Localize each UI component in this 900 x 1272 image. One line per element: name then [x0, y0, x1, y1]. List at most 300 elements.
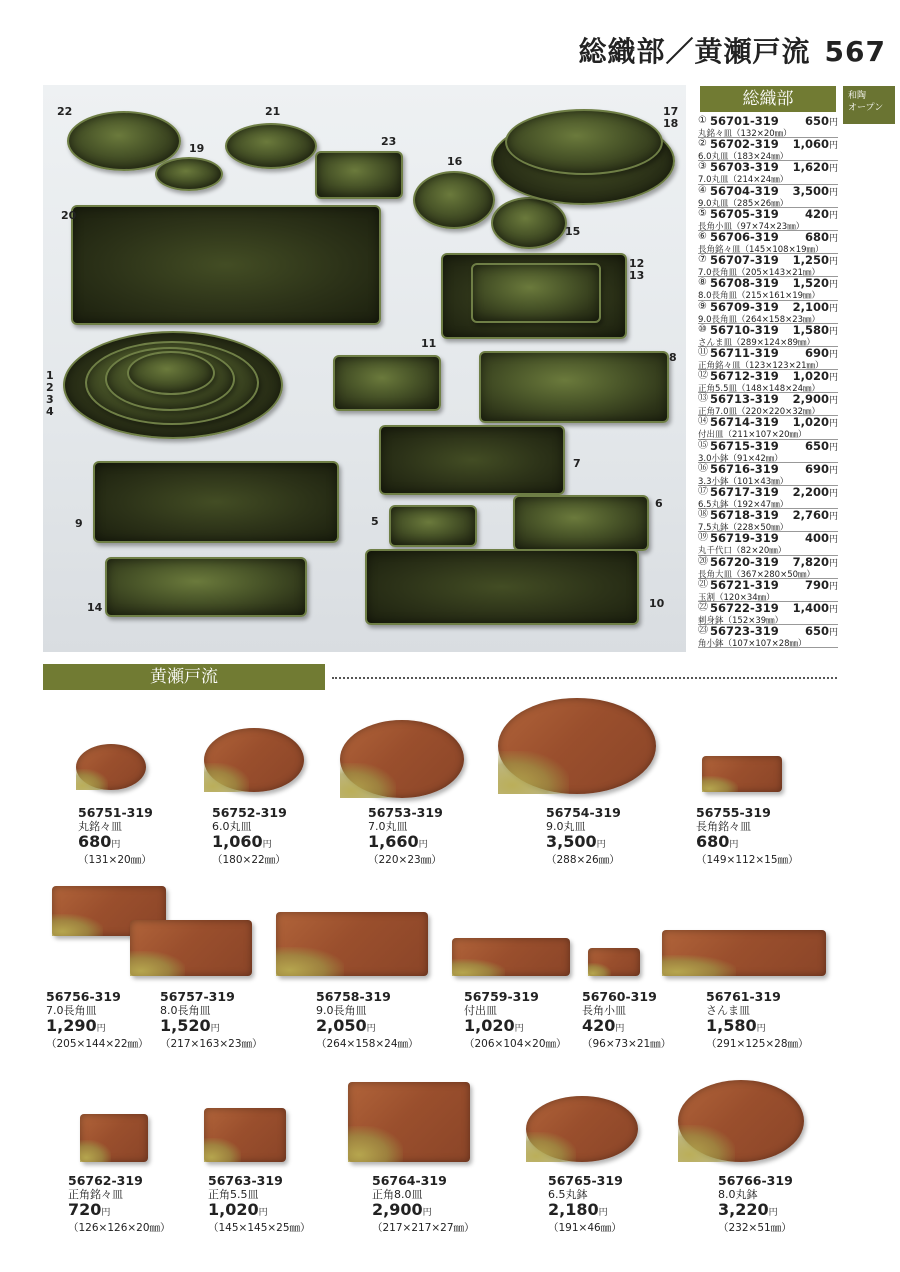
item-name: 丸銘々皿 [78, 820, 122, 833]
item-name: 長角銘々皿 [698, 244, 741, 255]
item-code: 56752-319 [212, 805, 287, 820]
item-number-mark: ⑫ [698, 370, 708, 382]
photo-number: 22 [57, 105, 73, 118]
item-name: 6.5丸鉢 [698, 500, 729, 510]
item-price-value: 2,050 [316, 1016, 367, 1035]
item-price-value: 1,520 [160, 1016, 211, 1035]
item-price [793, 370, 838, 384]
photo-number: 2 [46, 381, 54, 394]
item-name: 7.5丸鉢 [698, 523, 729, 534]
item-code: 56712-319 [710, 369, 779, 384]
dish-16 [413, 171, 495, 229]
item-size: （82×20㎜） [732, 546, 787, 557]
item-code: 56753-319 [368, 805, 443, 820]
item-name: 正角5.5皿 [208, 1188, 259, 1201]
item-size: （180×22㎜） [212, 854, 286, 866]
item-price-value: 1,620 [792, 160, 829, 175]
item-size: （97×74×23㎜） [732, 221, 805, 232]
item-name: さんま皿 [698, 337, 733, 348]
item-price-value: 1,290 [46, 1016, 97, 1035]
price-list-row [698, 556, 838, 579]
yen-unit: 円 [828, 604, 838, 615]
item-number-mark: ⑯ [698, 462, 708, 474]
item-size: （217×163×23㎜） [160, 1038, 263, 1050]
item-code: 56713-319 [710, 392, 779, 407]
item-price [805, 231, 838, 245]
price-list-row [698, 440, 838, 463]
price-list-row [698, 185, 838, 208]
item-price-value: 790 [804, 577, 829, 592]
item-price-value: 720 [68, 1200, 102, 1219]
yen-unit: 円 [828, 326, 838, 337]
item-size: （232×51㎜） [718, 1222, 792, 1234]
item-code: 56718-319 [710, 508, 779, 523]
item-code: 56766-319 [718, 1173, 793, 1188]
yen-unit: 円 [828, 210, 838, 221]
kizeto-dish-56757 [130, 920, 252, 976]
dish-20 [71, 205, 381, 325]
item-code: 56761-319 [706, 989, 781, 1004]
item-number-mark: ⑲ [698, 532, 708, 544]
item-price-value: 1,580 [792, 322, 829, 337]
item-number-mark: ⑮ [698, 439, 708, 451]
yen-unit: 円 [828, 558, 838, 569]
item-price [212, 833, 352, 854]
item-price [582, 1017, 722, 1038]
item-price [372, 1201, 512, 1222]
item-price-value: 3,220 [718, 1200, 769, 1219]
item-name: 9.0長角皿 [316, 1004, 367, 1017]
item-size: （145×108×19㎜） [740, 244, 824, 255]
kizeto-dish-56754 [498, 698, 656, 794]
yen-unit: 円 [828, 581, 838, 592]
item-price [78, 833, 218, 854]
price-list-row [698, 347, 838, 370]
item-number-mark: ⑥ [698, 230, 707, 242]
item-name: さんま皿 [706, 1004, 750, 1017]
kizeto-dish-56758 [276, 912, 428, 976]
item-price-value: 650 [804, 624, 829, 639]
item-price-value: 400 [804, 531, 829, 546]
dish-14 [105, 557, 307, 617]
price-list-row [698, 138, 838, 161]
item-size: （215×161×19㎜） [737, 291, 821, 302]
yen-unit: 円 [768, 1208, 778, 1218]
item-price-value: 1,020 [792, 369, 829, 384]
price-list-row [698, 416, 838, 439]
item-name: 長角小皿 [698, 221, 733, 232]
price-list-row [698, 602, 838, 625]
item-number-mark: ⑬ [698, 393, 708, 405]
photo-number: 5 [371, 515, 379, 528]
kizeto-item [208, 1174, 348, 1235]
photo-number: 23 [381, 135, 397, 148]
item-size: （191×46㎜） [548, 1222, 622, 1234]
yen-unit: 円 [615, 1024, 625, 1034]
item-price [160, 1017, 300, 1038]
kizeto-dish-56764 [348, 1082, 470, 1162]
item-price-value: 7,820 [792, 554, 829, 569]
item-size: （220×23㎜） [368, 854, 442, 866]
item-price [793, 509, 838, 523]
item-price-value: 1,020 [792, 415, 829, 430]
item-name: 長角小皿 [582, 1004, 626, 1017]
item-price [546, 833, 686, 854]
item-code: 56755-319 [696, 805, 771, 820]
item-number-mark: ① [698, 115, 707, 126]
photo-number: 13 [629, 269, 645, 282]
dish-7 [379, 425, 565, 495]
photo-number: 8 [669, 351, 677, 364]
kizeto-item [316, 990, 456, 1051]
item-size: （96×73×21㎜） [582, 1038, 672, 1050]
item-size: （289×124×89㎜） [732, 337, 816, 348]
item-price [805, 532, 838, 546]
item-size: （217×217×27㎜） [372, 1222, 475, 1234]
item-name: 9.0丸皿 [698, 198, 729, 209]
item-size: （107×107×28㎜） [723, 639, 807, 650]
kizeto-dish-56752 [204, 728, 304, 792]
item-code: 56716-319 [710, 461, 779, 476]
photo-number: 19 [189, 142, 205, 155]
yen-unit: 円 [828, 465, 838, 476]
item-size: （101×43㎜） [728, 476, 789, 487]
item-size: （367×280×50㎜） [732, 569, 816, 580]
item-name: 長角大皿 [698, 569, 733, 580]
item-size: （131×20㎜） [78, 854, 152, 866]
item-code: 56763-319 [208, 1173, 283, 1188]
price-list-row [698, 254, 838, 277]
item-number-mark: ⑭ [698, 416, 708, 428]
yen-unit: 円 [828, 280, 838, 291]
yen-unit: 円 [258, 1208, 268, 1218]
yen-unit: 円 [514, 1024, 524, 1034]
item-price-value: 3,500 [792, 183, 829, 198]
item-code: 56715-319 [710, 438, 779, 453]
photo-number: 17 [663, 105, 679, 118]
item-price-value: 2,760 [792, 508, 829, 523]
item-code: 56764-319 [372, 1173, 447, 1188]
kizeto-dish-56761 [662, 930, 826, 976]
dish-8 [479, 351, 669, 423]
item-number-mark: ④ [698, 184, 707, 196]
item-price [718, 1201, 858, 1222]
item-number-mark: ⑩ [698, 323, 707, 335]
yen-unit: 円 [729, 840, 739, 850]
item-name: 正角5.5皿 [698, 384, 738, 395]
kizeto-dish-56765 [526, 1096, 638, 1162]
page-number: 567 [824, 35, 886, 68]
page-header [579, 30, 886, 70]
kizeto-dish-56759 [452, 938, 570, 976]
item-code: 56703-319 [710, 160, 779, 175]
price-list-row [698, 161, 838, 184]
yen-unit: 円 [828, 419, 838, 430]
item-size: （145×145×25㎜） [208, 1222, 311, 1234]
item-price [793, 602, 838, 616]
item-price [805, 347, 838, 361]
photo-number: 7 [573, 457, 581, 470]
item-size: （264×158×23㎜） [737, 314, 821, 325]
item-price [793, 324, 838, 338]
item-number-mark: ㉒ [698, 601, 708, 613]
item-code: 56708-319 [710, 276, 779, 291]
yen-unit: 円 [828, 442, 838, 453]
kizeto-item [706, 990, 846, 1051]
yen-unit: 円 [828, 489, 838, 499]
kizeto-item [78, 806, 218, 867]
item-code: 56754-319 [546, 805, 621, 820]
kizeto-item [548, 1174, 688, 1235]
item-name: 3.3小鉢 [698, 476, 729, 487]
price-list-row [698, 532, 838, 555]
yen-unit: 円 [828, 303, 838, 314]
yen-unit: 円 [262, 840, 272, 850]
kizeto-item [582, 990, 722, 1051]
dish-11 [333, 355, 441, 411]
yen-unit: 円 [828, 118, 838, 128]
item-price-value: 1,020 [208, 1200, 259, 1219]
yen-unit: 円 [828, 512, 838, 523]
oribe-price-list [698, 115, 838, 648]
item-code: 56759-319 [464, 989, 539, 1004]
item-size: （148×148×24㎜） [737, 384, 821, 395]
item-code: 56717-319 [710, 485, 779, 499]
photo-number: 16 [447, 155, 463, 168]
dish-21 [225, 123, 317, 169]
dish-23 [315, 151, 403, 199]
item-name: 正角銘々皿 [698, 360, 741, 371]
item-price [793, 185, 838, 199]
yen-unit: 円 [828, 257, 838, 268]
item-size: （205×144×22㎜） [46, 1038, 149, 1050]
item-price [793, 254, 838, 268]
item-number-mark: ⑦ [698, 254, 707, 266]
dish-15 [491, 197, 567, 249]
item-code: 56756-319 [46, 989, 121, 1004]
dish-9 [93, 461, 339, 543]
item-price [316, 1017, 456, 1038]
dish-10 [365, 549, 639, 625]
dish-12 [471, 263, 601, 323]
item-number-mark: ⑨ [698, 300, 707, 312]
item-name: 6.5丸鉢 [548, 1188, 588, 1201]
photo-number: 4 [46, 405, 54, 418]
item-name: 7.0長角皿 [46, 1004, 97, 1017]
item-price-value: 2,100 [792, 299, 829, 314]
item-code: 56751-319 [78, 805, 153, 820]
item-price-value: 420 [804, 206, 829, 221]
price-list-row [698, 486, 838, 509]
item-price-value: 690 [804, 345, 829, 360]
item-code: 56721-319 [710, 577, 779, 592]
item-size: （152×39㎜） [723, 615, 784, 626]
item-name: 刺身鉢 [698, 615, 724, 626]
item-name: 7.0長角皿 [698, 268, 738, 279]
item-code: 56723-319 [710, 624, 779, 639]
item-code: 56706-319 [710, 229, 779, 244]
page-title: 総織部／黄瀬戸流 [578, 35, 811, 68]
price-list-row [698, 509, 838, 532]
item-number-mark: ㉑ [698, 578, 708, 590]
item-name: 付出皿 [698, 430, 724, 441]
item-price-value: 2,200 [792, 485, 829, 499]
price-list-row [698, 463, 838, 486]
series-tag-oribe: 総織部 [700, 86, 836, 112]
item-code: 56702-319 [710, 137, 779, 152]
item-number-mark: ⑳ [698, 555, 708, 567]
item-number-mark: ⑤ [698, 207, 707, 219]
item-price [793, 393, 838, 407]
item-name: 8.0丸鉢 [718, 1188, 758, 1201]
yen-unit: 円 [828, 628, 838, 639]
yen-unit: 円 [756, 1024, 766, 1034]
yen-unit: 円 [598, 1208, 608, 1218]
dish-1 [127, 351, 215, 395]
photo-number: 3 [46, 393, 54, 406]
item-number-mark: ⑧ [698, 277, 707, 289]
kizeto-dish-56762 [80, 1114, 148, 1162]
yen-unit: 円 [828, 233, 838, 244]
item-price [696, 833, 836, 854]
photo-number: 6 [655, 497, 663, 510]
item-name: 7.0丸皿 [698, 175, 729, 186]
item-name: 長角銘々皿 [696, 820, 751, 833]
yen-unit: 円 [828, 535, 838, 546]
item-size: （120×34㎜） [715, 592, 775, 603]
kizeto-item [368, 806, 508, 867]
item-name: 6.0丸皿 [212, 820, 252, 833]
item-price [805, 579, 838, 593]
item-name: 8.0長角皿 [160, 1004, 211, 1017]
item-code: 56707-319 [710, 253, 779, 268]
item-number-mark: ㉓ [698, 625, 708, 637]
item-price-value: 680 [696, 832, 730, 851]
item-price-value: 1,250 [792, 253, 829, 268]
item-price [368, 833, 508, 854]
price-list-row [698, 370, 838, 393]
item-size: （214×24㎜） [728, 175, 789, 186]
item-name: 8.0長角皿 [698, 291, 738, 302]
yen-unit: 円 [210, 1024, 220, 1034]
item-price-value: 1,660 [368, 832, 419, 851]
photo-number: 10 [649, 597, 665, 610]
item-number-mark: ⑪ [698, 346, 708, 358]
item-size: （288×26㎜） [546, 854, 620, 866]
item-name: 正角8.0皿 [372, 1188, 423, 1201]
yen-unit: 円 [828, 141, 838, 152]
item-code: 56757-319 [160, 989, 235, 1004]
dish-17 [505, 109, 663, 175]
item-price-value: 1,060 [212, 832, 263, 851]
yen-unit: 円 [828, 187, 838, 198]
price-list-row [698, 115, 838, 138]
item-code: 56765-319 [548, 1173, 623, 1188]
price-list-row [698, 625, 838, 648]
photo-number: 9 [75, 517, 83, 530]
kizeto-item [68, 1174, 208, 1235]
price-list-row [698, 579, 838, 602]
kizeto-item [546, 806, 686, 867]
yen-unit: 円 [111, 840, 121, 850]
yen-unit: 円 [828, 396, 838, 407]
kizeto-dish-56755 [702, 756, 782, 792]
item-price-value: 420 [582, 1016, 616, 1035]
item-size: （264×158×24㎜） [316, 1038, 419, 1050]
price-list-row [698, 208, 838, 231]
item-number-mark: ③ [698, 161, 707, 173]
item-price-value: 680 [804, 229, 829, 244]
item-number-mark: ⑱ [698, 509, 708, 521]
item-size: （149×112×15㎜） [696, 854, 799, 866]
item-name: 6.0丸皿 [698, 152, 729, 163]
item-code: 56709-319 [710, 299, 779, 314]
item-price-value: 680 [78, 832, 112, 851]
item-name: 角小鉢 [698, 639, 724, 650]
item-price-value: 2,180 [548, 1200, 599, 1219]
item-price-value: 650 [804, 114, 829, 128]
item-price [706, 1017, 846, 1038]
photo-number: 11 [421, 337, 437, 350]
kizeto-item [160, 990, 300, 1051]
item-code: 56719-319 [710, 531, 779, 546]
item-price [805, 625, 838, 639]
item-price-value: 1,060 [792, 137, 829, 152]
item-price-value: 1,400 [792, 600, 829, 615]
item-size: （123×123×21㎜） [740, 360, 824, 371]
item-code: 56701-319 [710, 114, 779, 128]
item-name: 3.0小鉢 [698, 453, 729, 464]
item-name: 9.0長角皿 [698, 314, 738, 325]
yen-unit: 円 [96, 1024, 106, 1034]
category-side-tab [843, 86, 895, 124]
product-photo-oribe [43, 85, 686, 652]
dish-19 [155, 157, 223, 191]
item-size: （91×42㎜） [728, 453, 783, 464]
item-size: （228×50㎜） [728, 523, 789, 534]
item-size: （291×125×28㎜） [706, 1038, 809, 1050]
yen-unit: 円 [596, 840, 606, 850]
price-list-row [698, 301, 838, 324]
item-price [793, 486, 838, 500]
item-size: （132×20㎜） [732, 129, 792, 139]
item-price-value: 1,020 [464, 1016, 515, 1035]
item-name: 正角銘々皿 [68, 1188, 123, 1201]
yen-unit: 円 [828, 349, 838, 360]
kizeto-item [696, 806, 836, 867]
kizeto-dish-56763 [204, 1108, 286, 1162]
series-tag-kizeto: 黄瀬戸流 [43, 664, 325, 690]
item-price [805, 440, 838, 454]
item-name: 丸千代口 [698, 546, 733, 557]
item-name: 正角7.0皿 [698, 407, 738, 418]
item-price [793, 161, 838, 175]
item-name: 丸銘々皿 [698, 129, 733, 139]
photo-number: 21 [265, 105, 281, 118]
item-code: 56711-319 [710, 345, 779, 360]
item-code: 56714-319 [710, 415, 779, 430]
item-size: （192×47㎜） [728, 500, 789, 510]
item-code: 56762-319 [68, 1173, 143, 1188]
item-code: 56720-319 [710, 554, 779, 569]
item-size: （211×107×20㎜） [723, 430, 807, 441]
photo-number: 12 [629, 257, 645, 270]
item-size: （126×126×20㎜） [68, 1222, 171, 1234]
item-price [793, 277, 838, 291]
kizeto-item [212, 806, 352, 867]
item-price-value: 2,900 [792, 392, 829, 407]
item-price [793, 138, 838, 152]
